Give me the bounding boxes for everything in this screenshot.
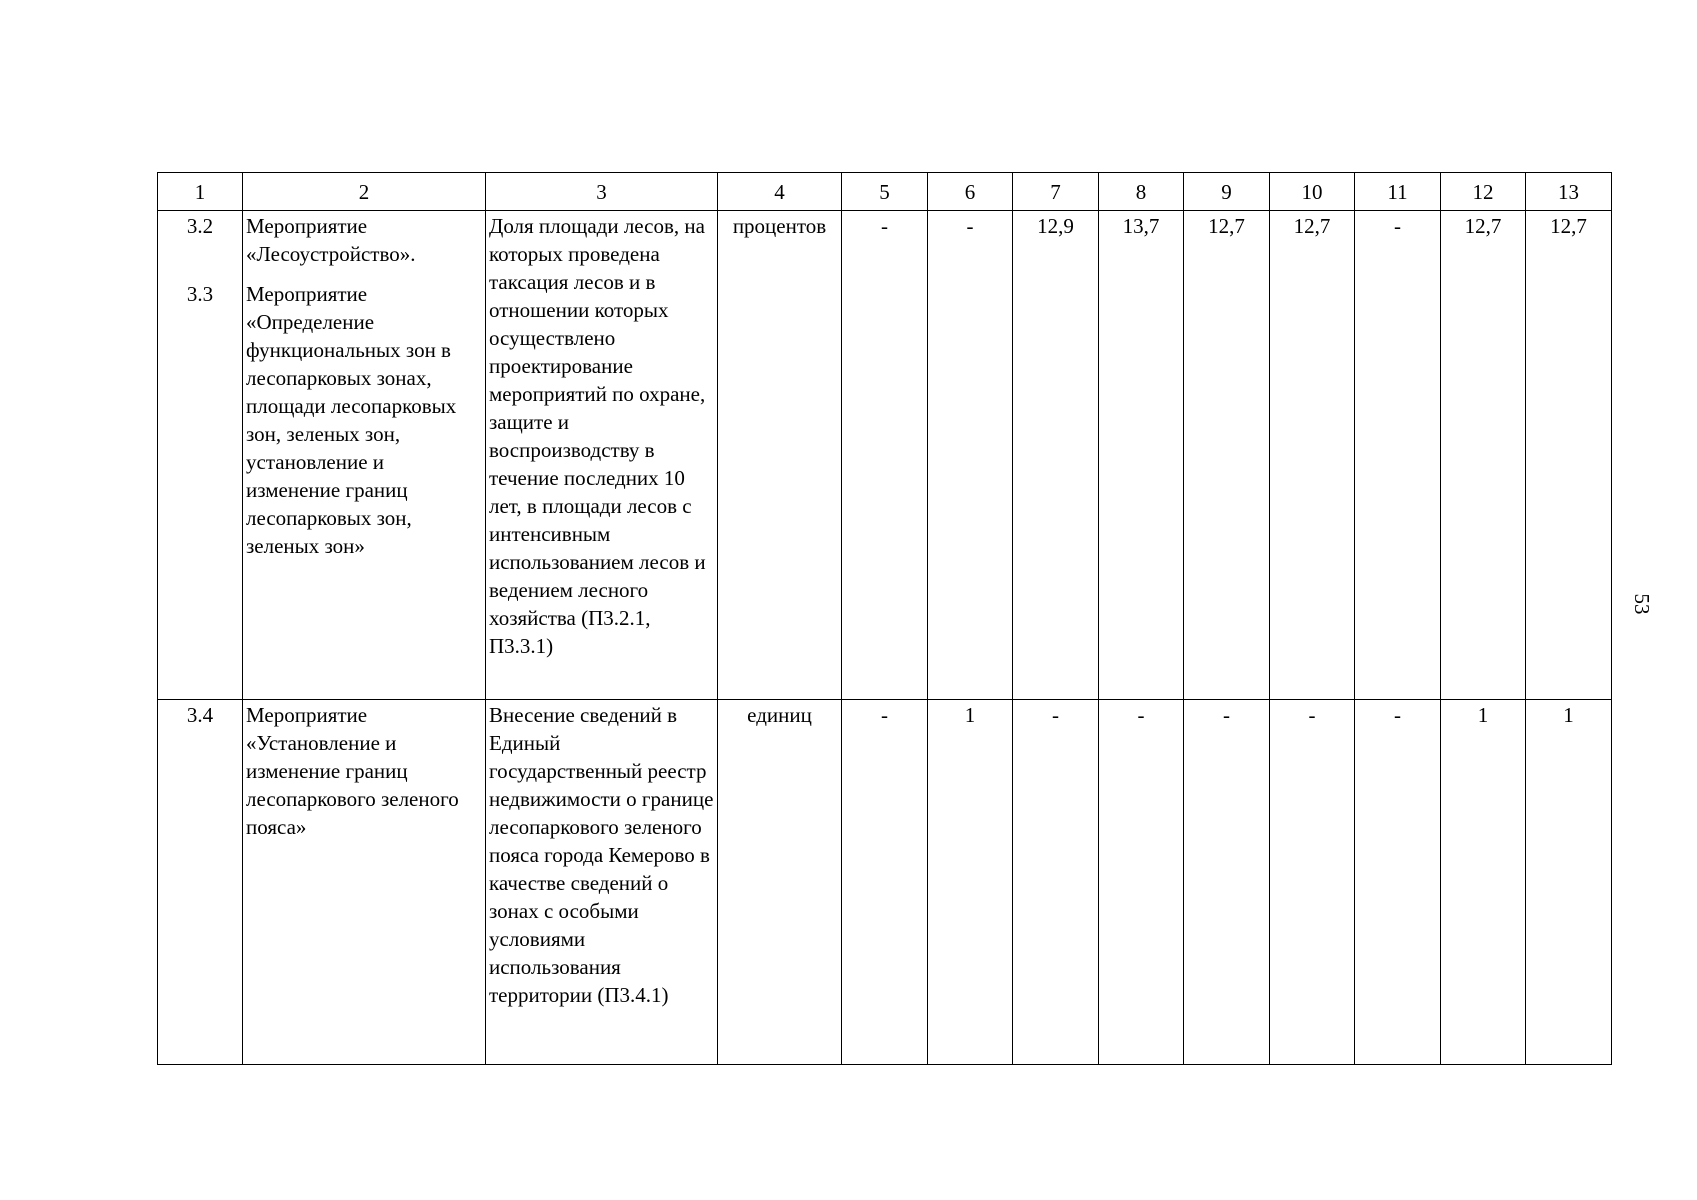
value-cell: 12,7 <box>1526 211 1612 700</box>
value-cell: 12,9 <box>1013 211 1099 700</box>
value-cell: - <box>1099 700 1184 1065</box>
col-header: 1 <box>158 173 243 211</box>
row-number-cell: 3.4 <box>158 700 243 1065</box>
value-cell: 1 <box>928 700 1013 1065</box>
data-table <box>157 172 1612 1065</box>
table-row <box>158 211 1612 700</box>
unit-cell: единиц <box>718 700 842 1065</box>
table-row <box>158 700 1612 1065</box>
value-cell: - <box>1013 700 1099 1065</box>
row-number: 3.2 <box>186 214 214 238</box>
col-header: 8 <box>1099 173 1184 211</box>
value-cell: 12,7 <box>1270 211 1355 700</box>
value-cell: 13,7 <box>1099 211 1184 700</box>
value-cell: - <box>1184 700 1270 1065</box>
col-header: 5 <box>842 173 928 211</box>
value-cell: - <box>842 700 928 1065</box>
value-cell: - <box>1355 211 1441 700</box>
value-cell: 1 <box>1441 700 1526 1065</box>
value-cell: - <box>1355 700 1441 1065</box>
col-header: 11 <box>1355 173 1441 211</box>
value-cell: - <box>1270 700 1355 1065</box>
measure-name: Мероприятие «Лесоустройство». <box>246 214 416 266</box>
value-cell: - <box>842 211 928 700</box>
measure-name-cell <box>243 211 486 700</box>
measure-name-cell: Мероприятие «Установление и изменение границ лесопаркового зеленого пояса» <box>243 700 486 1065</box>
indicator-cell: Внесение сведений в Единый государственный реестр недвижимости о границе лесопаркового зеленого пояса города Кемерово в качестве сведений о зонах с особыми условиями использования территории (П3.4.1) <box>486 700 718 1065</box>
row-number: 3.3 <box>186 282 214 306</box>
col-header: 7 <box>1013 173 1099 211</box>
col-header: 13 <box>1526 173 1612 211</box>
header-row <box>158 173 1612 211</box>
col-header: 10 <box>1270 173 1355 211</box>
value-cell: 12,7 <box>1441 211 1526 700</box>
col-header: 12 <box>1441 173 1526 211</box>
col-header: 4 <box>718 173 842 211</box>
row-number-cell <box>158 211 243 700</box>
unit-cell: процентов <box>718 211 842 700</box>
value-cell: - <box>928 211 1013 700</box>
measure-name: Мероприятие «Определение функциональных зон в лесопарковых зонах, площади лесопарковых зон, зеленых зон, установление и изменение границ лесопарковых зон, зеленых зон» <box>246 282 457 558</box>
page-number: 53 <box>1630 593 1654 615</box>
col-header: 3 <box>486 173 718 211</box>
col-header: 6 <box>928 173 1013 211</box>
value-cell: 1 <box>1526 700 1612 1065</box>
col-header: 2 <box>243 173 486 211</box>
indicator-cell: Доля площади лесов, на которых проведена таксация лесов и в отношении которых осуществлено проектирование мероприятий по охране, защите и воспроизводству в течение последних 10 лет, в площади лесов с интенсивным использованием лесов и ведением лесного хозяйства (П3.2.1, П3.3.1) <box>486 211 718 700</box>
value-cell: 12,7 <box>1184 211 1270 700</box>
col-header: 9 <box>1184 173 1270 211</box>
